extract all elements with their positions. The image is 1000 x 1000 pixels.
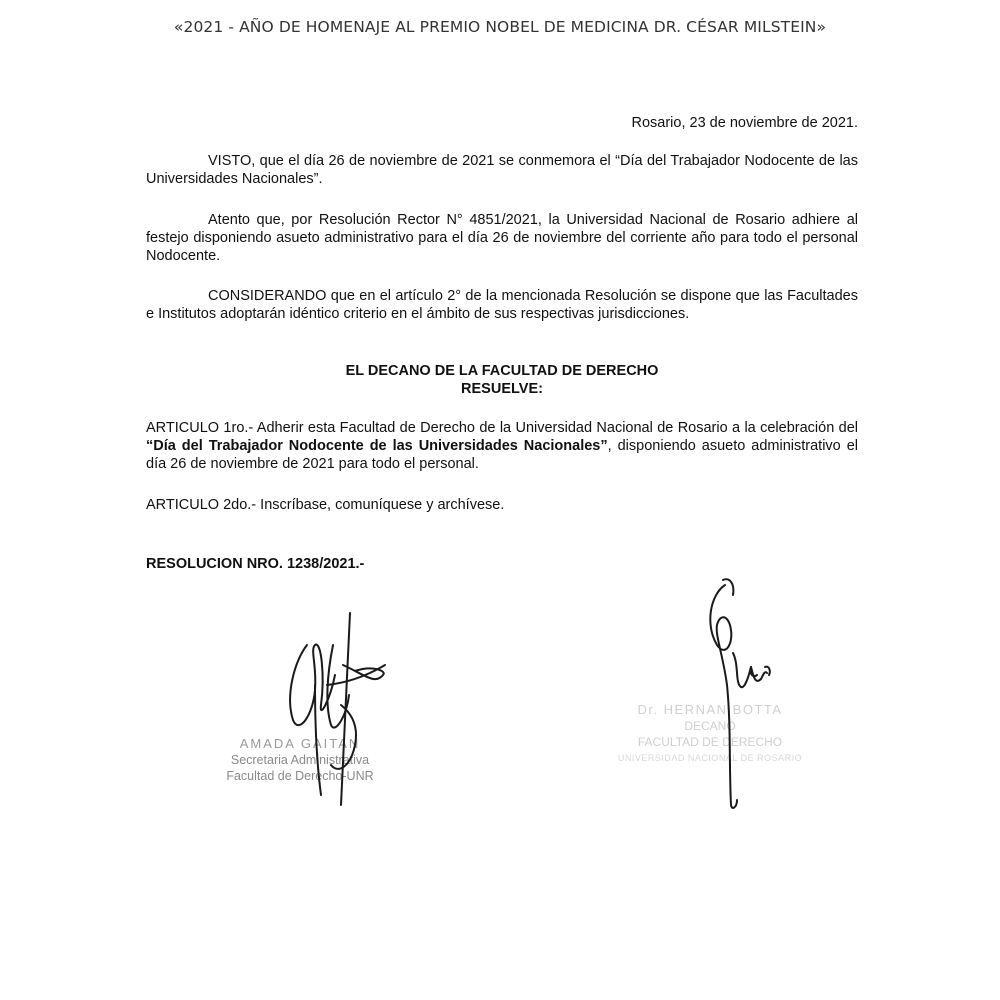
article-1-text: ARTICULO 1ro.- Adherir esta Facultad de Derecho de la Universidad Nacional de Rosario a la celebración del bbox=[146, 420, 858, 436]
resolution-number: RESOLUCION NRO. 1238/2021.- bbox=[146, 556, 365, 572]
article-1-bold-title: “Día del Trabajador Nodocente de las Universidades Nacionales” bbox=[146, 438, 608, 454]
right-signer-unit: FACULTAD DE DERECHO bbox=[637, 735, 783, 749]
dean-heading: EL DECANO DE LA FACULTAD DE DERECHO bbox=[345, 363, 659, 379]
resuelve-heading: RESUELVE: bbox=[461, 381, 543, 397]
article-1 bbox=[146, 419, 858, 473]
left-signer-unit: Facultad de Derecho-UNR bbox=[226, 769, 374, 783]
right-signer-title: DECANO bbox=[684, 719, 736, 733]
left-signer-title: Secretaria Administrativa bbox=[230, 753, 370, 767]
right-handwritten-signature bbox=[695, 575, 785, 815]
left-signer-name: AMADA GAITAN bbox=[239, 736, 361, 751]
atento-paragraph: Atento que, por Resolución Rector N° 4851/2021, la Universidad Nacional de Rosario adhiere al festejo disponiendo asueto administrativo para el día 26 de noviembre del corriente año para todo el personal Nodocente. bbox=[146, 212, 858, 264]
place-date: Rosario, 23 de noviembre de 2021. bbox=[631, 115, 858, 131]
commemoration-header: «2021 - AÑO DE HOMENAJE AL PREMIO NOBEL DE MEDICINA DR. CÉSAR MILSTEIN» bbox=[173, 18, 827, 36]
resolution-heading bbox=[146, 362, 858, 398]
right-signer-institution: UNIVERSIDAD NACIONAL DE ROSARIO bbox=[617, 753, 803, 763]
article-2: ARTICULO 2do.- Inscríbase, comuníquese y archívese. bbox=[146, 497, 505, 513]
considerando-paragraph: CONSIDERANDO que en el artículo 2° de la mencionada Resolución se dispone que las Facultades e Institutos adoptarán idéntico criterio en el ámbito de sus respectivas jurisdicciones. bbox=[146, 288, 858, 322]
article-1-text-end: , disponiendo asueto administrativo el día 26 de noviembre de 2021 para todo el personal. bbox=[146, 438, 859, 472]
visto-paragraph: VISTO, que el día 26 de noviembre de 2021 se conmemora el “Día del Trabajador Nodocente de las Universidades Nacionales”. bbox=[146, 153, 858, 187]
left-handwritten-signature bbox=[255, 605, 405, 835]
right-signer-name: Dr. HERNAN BOTTA bbox=[637, 702, 783, 717]
